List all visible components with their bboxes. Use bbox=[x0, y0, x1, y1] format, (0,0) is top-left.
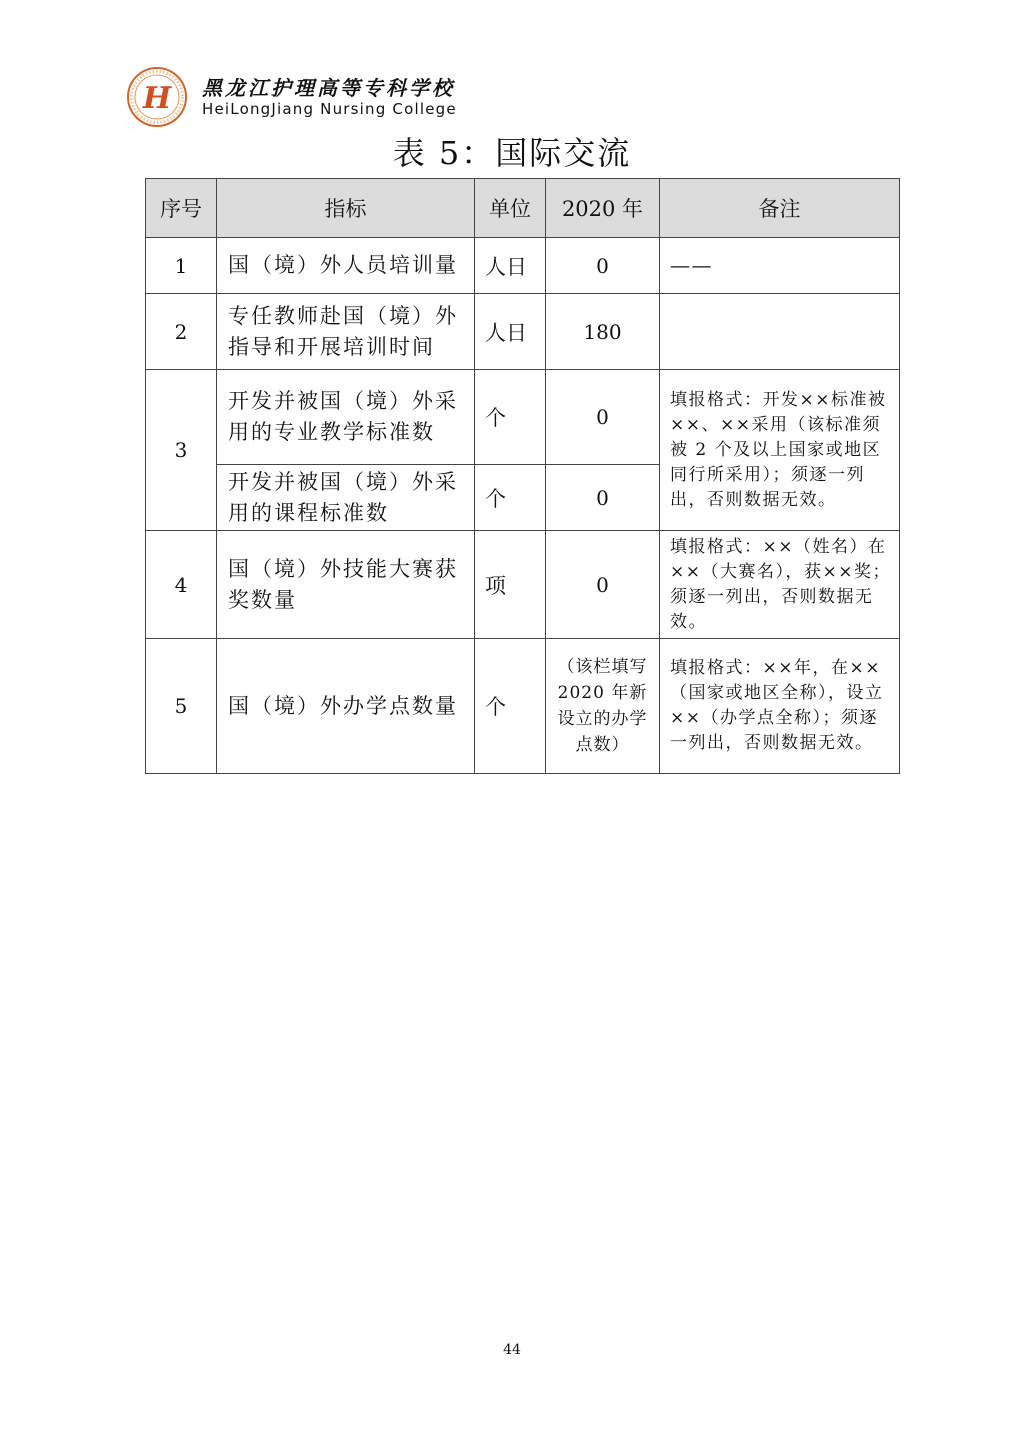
row-unit: 人日 bbox=[475, 294, 546, 370]
school-name-cn: 黑龙江护理高等专科学校 bbox=[202, 76, 455, 100]
row-indicator: 国（境）外办学点数量 bbox=[217, 639, 475, 774]
row-note: 填报格式：××年，在××（国家或地区全称），设立××（办学点全称）；须逐一列出，否则数据无效。 bbox=[660, 639, 900, 774]
row-value: 180 bbox=[546, 294, 660, 370]
header-year: 2020 年 bbox=[546, 179, 660, 238]
table-row bbox=[146, 639, 900, 774]
row-unit: 人日 bbox=[475, 238, 546, 294]
table-row bbox=[146, 294, 900, 370]
svg-text:H: H bbox=[142, 81, 172, 116]
header-note: 备注 bbox=[660, 179, 900, 238]
school-logo-icon bbox=[126, 66, 188, 128]
row-number: 4 bbox=[146, 531, 217, 639]
header-unit: 单位 bbox=[475, 179, 546, 238]
row-indicator: 国（境）外人员培训量 bbox=[217, 238, 475, 294]
table-header-row bbox=[146, 179, 900, 238]
row-value: （该栏填写 2020 年新设立的办学点数） bbox=[546, 639, 660, 774]
page-number: 44 bbox=[503, 1342, 521, 1358]
row-number: 2 bbox=[146, 294, 217, 370]
row-indicator: 开发并被国（境）外采用的专业教学标准数 bbox=[217, 370, 475, 465]
row-indicator: 开发并被国（境）外采用的课程标准数 bbox=[217, 465, 475, 531]
row-number: 3 bbox=[146, 370, 217, 531]
row-number: 1 bbox=[146, 238, 217, 294]
row-note: 填报格式：××（姓名）在××（大赛名），获××奖；须逐一列出，否则数据无效。 bbox=[660, 531, 900, 639]
header-no: 序号 bbox=[146, 179, 217, 238]
row-unit: 个 bbox=[475, 370, 546, 465]
row-value: 0 bbox=[546, 370, 660, 465]
row-unit: 项 bbox=[475, 531, 546, 639]
row-unit: 个 bbox=[475, 465, 546, 531]
table-row bbox=[146, 238, 900, 294]
row-value: 0 bbox=[546, 238, 660, 294]
page-title: 表 5：国际交流 bbox=[392, 134, 632, 172]
row-indicator: 专任教师赴国（境）外指导和开展培训时间 bbox=[217, 294, 475, 370]
row-note: —— bbox=[660, 238, 900, 294]
row-unit: 个 bbox=[475, 639, 546, 774]
header-indicator: 指标 bbox=[217, 179, 475, 238]
table-row bbox=[146, 370, 900, 465]
row-value: 0 bbox=[546, 531, 660, 639]
row-note: 填报格式：开发××标准被××、××采用（该标准须被 2 个及以上国家或地区同行所采用）；须逐一列出，否则数据无效。 bbox=[660, 370, 900, 531]
row-value: 0 bbox=[546, 465, 660, 531]
international-exchange-table bbox=[145, 178, 900, 774]
row-indicator: 国（境）外技能大赛获奖数量 bbox=[217, 531, 475, 639]
school-name-en: HeiLongJiang Nursing College bbox=[202, 100, 457, 118]
table-row bbox=[146, 531, 900, 639]
row-note bbox=[660, 294, 900, 370]
row-number: 5 bbox=[146, 639, 217, 774]
